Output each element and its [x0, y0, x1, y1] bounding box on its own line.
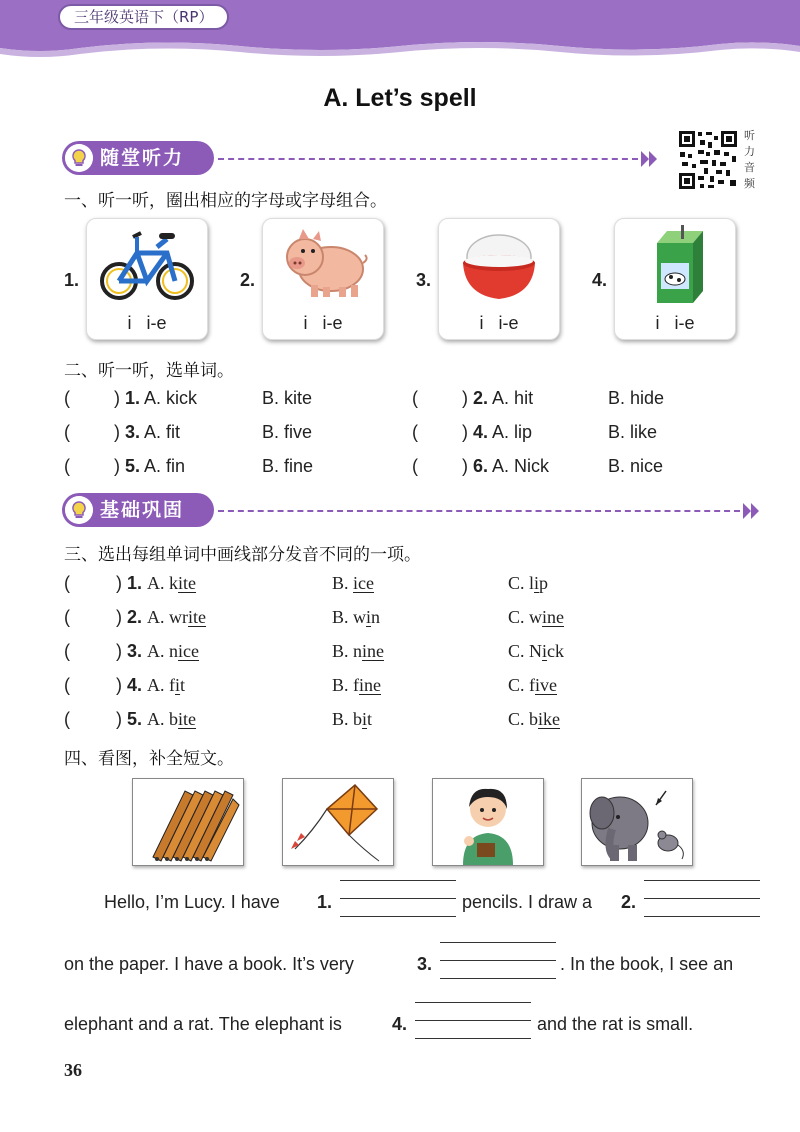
qr-code-icon[interactable] [678, 130, 738, 190]
q3-item-5-option-c[interactable]: C. bike [508, 709, 561, 729]
picture-3-number: 3. [416, 270, 432, 290]
section-header-basics [62, 493, 762, 529]
elephant-rat-icon [582, 779, 692, 865]
q2-item-5[interactable]: ( ) 5. A. fin [64, 456, 186, 476]
blank-4-line[interactable] [415, 1020, 531, 1021]
blank-2-line-bottom [644, 916, 760, 917]
story-line-1-start: Hello, I’m Lucy. I have [104, 892, 280, 912]
picture-card-4 [614, 218, 736, 340]
blank-3-line[interactable] [440, 960, 556, 961]
story-line-3-end: and the rat is small. [537, 1014, 694, 1034]
q3-item-2[interactable]: ( ) 2. A. write [64, 607, 207, 627]
picture-2-number: 2. [240, 270, 256, 290]
picture-1-options[interactable]: i i-e [127, 313, 167, 333]
q3-item-2-option-c[interactable]: C. wine [508, 607, 565, 627]
q2-item-3-option-b[interactable]: B. five [262, 422, 313, 442]
blank-4-line-bottom [415, 1038, 531, 1039]
picture-4-options[interactable]: i i-e [655, 313, 695, 333]
q3-item-2-option-b[interactable]: B. win [332, 607, 381, 627]
story-line-1-mid: pencils. I draw a [462, 892, 593, 912]
question-3-heading: 三、选出每组单词中画线部分发音不同的一项。 [64, 545, 421, 565]
blank-2-line[interactable] [644, 898, 760, 899]
picture-card-3 [438, 218, 560, 340]
picture-3-options[interactable]: i i-e [479, 313, 519, 333]
grade-tag: 三年级英语下（RP） [58, 4, 229, 30]
question-1-heading: 一、听一听，圈出相应的字母或字母组合。 [64, 191, 387, 211]
blank-2-line-top [644, 880, 760, 881]
q2-item-4[interactable]: ( ) 4. A. lip [412, 422, 533, 442]
q2-item-2-option-b[interactable]: B. hide [608, 388, 665, 408]
blank-1-line-top [340, 880, 456, 881]
picture-1-number: 1. [64, 270, 80, 290]
blank-4-number: 4. [392, 1014, 408, 1034]
kite-icon [283, 779, 393, 865]
blank-1-line-bottom [340, 916, 456, 917]
q3-item-1-option-b[interactable]: B. ice [332, 573, 374, 593]
dashed-divider [218, 158, 638, 160]
blank-1-number: 1. [317, 892, 333, 912]
picture-card-1 [86, 218, 208, 340]
page-title: A. Let’s spell [323, 84, 477, 112]
story-line-2-end: . In the book, I see an [560, 954, 734, 974]
blank-3-line-bottom [440, 978, 556, 979]
picture-4-number: 4. [592, 270, 608, 290]
q2-item-6[interactable]: ( ) 6. A. Nick [412, 456, 550, 476]
pig-icon [273, 223, 373, 307]
bike-icon [97, 223, 197, 307]
rice-icon [449, 223, 549, 307]
q3-item-4[interactable]: ( ) 4. A. fit [64, 675, 186, 695]
q2-item-1[interactable]: ( ) 1. A. kick [64, 388, 198, 408]
story-line-2-start: on the paper. I have a book. It’s very [64, 954, 354, 974]
lightbulb-icon [65, 496, 93, 524]
blank-3-number: 3. [417, 954, 433, 974]
story-line-3-start: elephant and a rat. The elephant is [64, 1014, 342, 1034]
girl-reading-icon [433, 779, 543, 865]
q3-item-4-option-b[interactable]: B. fine [332, 675, 381, 695]
blank-3-line-top [440, 942, 556, 943]
lightbulb-icon [65, 144, 93, 172]
q3-item-1[interactable]: ( ) 1. A. kite [64, 573, 197, 593]
q3-item-4-option-c[interactable]: C. five [508, 675, 557, 695]
q3-item-3-option-b[interactable]: B. nine [332, 641, 385, 661]
section-header-listening [62, 141, 662, 177]
blank-2-number: 2. [621, 892, 637, 912]
q2-item-1-option-b[interactable]: B. kite [262, 388, 313, 408]
question-4-heading: 四、看图，补全短文。 [64, 749, 234, 769]
picture-2-options[interactable]: i i-e [303, 313, 343, 333]
dashed-divider [218, 510, 740, 512]
picture-elephant-rat [581, 778, 693, 866]
q3-item-1-option-c[interactable]: C. lip [508, 573, 549, 593]
q2-item-2[interactable]: ( ) 2. A. hit [412, 388, 534, 408]
picture-card-2 [262, 218, 384, 340]
picture-girl-reading [432, 778, 544, 866]
double-arrow-icon [742, 502, 762, 520]
q2-item-4-option-b[interactable]: B. like [608, 422, 658, 442]
q2-item-5-option-b[interactable]: B. fine [262, 456, 314, 476]
double-arrow-icon [640, 150, 660, 168]
picture-pencils [132, 778, 244, 866]
question-2-heading: 二、听一听，选单词。 [64, 361, 234, 381]
picture-kite [282, 778, 394, 866]
section-title: 随堂听力 [100, 147, 185, 169]
page-number: 36 [64, 1060, 82, 1080]
q3-item-3-option-c[interactable]: C. Nick [508, 641, 565, 661]
milk-icon [625, 223, 725, 307]
q2-item-3[interactable]: ( ) 3. A. fit [64, 422, 181, 442]
blank-1-line[interactable] [340, 898, 456, 899]
q2-item-6-option-b[interactable]: B. nice [608, 456, 664, 476]
blank-4-line-top [415, 1002, 531, 1003]
section-title: 基础巩固 [100, 499, 185, 521]
q3-item-3[interactable]: ( ) 3. A. nice [64, 641, 200, 661]
pencils-icon [133, 779, 243, 865]
q3-item-5-option-b[interactable]: B. bit [332, 709, 373, 729]
qr-label: 听力音频 [744, 129, 755, 190]
q3-item-5[interactable]: ( ) 5. A. bite [64, 709, 197, 729]
